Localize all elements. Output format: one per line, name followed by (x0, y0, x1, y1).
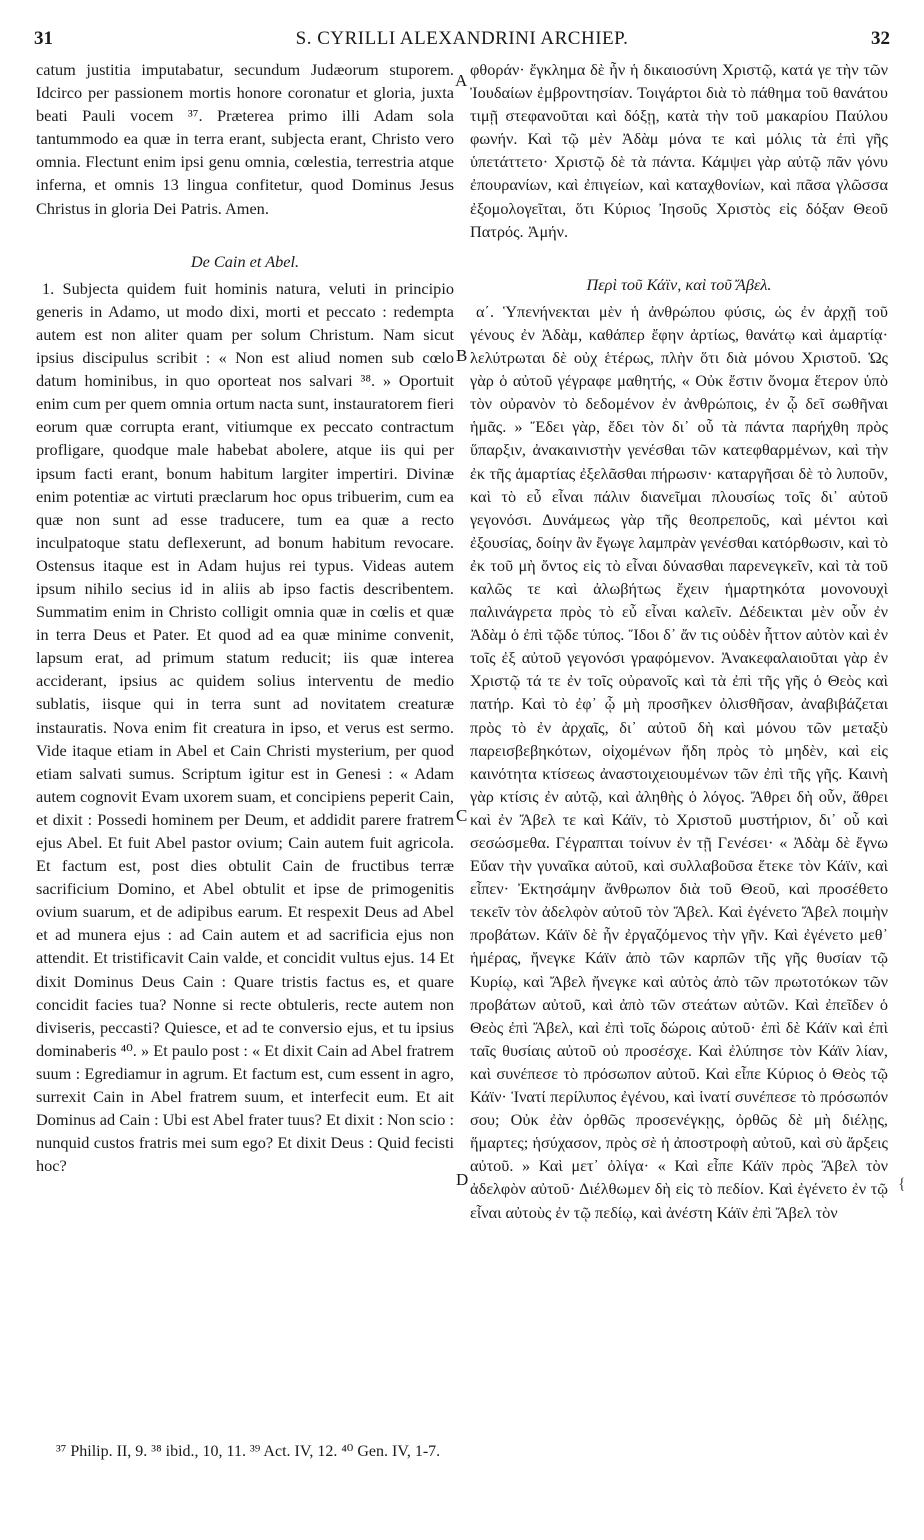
running-title: S. CYRILLI ALEXANDRINI ARCHIEP. (295, 28, 629, 49)
latin-section-heading: De Cain et Abel. (190, 251, 300, 271)
latin-paragraph-1: catum justitia imputabatur, secundum Judæorum stuporem. Idcirco per passionem mortis honore coronatur et gloria, juxta beati Pauli vocem ³⁷. Præterea primo illi Adam sola tantummodo ea quæ in terra erant, subjecta erant, Christo vero omnia. Flectunt enim ipsi genu omnia, cœlestia, terrestria atque inferna, et omnis 13 lingua confitetur, quod Dominus Jesus Christus in gloria Dei Patris. Amen. (36, 60, 454, 218)
margin-marker-a: A (455, 71, 468, 90)
margin-marker-d: D (456, 1170, 469, 1189)
page-number-right: 32 (871, 28, 890, 49)
margin-marker-c: C (456, 806, 468, 825)
latin-paragraph-2: 1. Subjecta quidem fuit hominis natura, veluti in principio generis in Adamo, ut modo dixi, morti et peccato : redempta autem est non aliter quam per solum Christum. Nam sicut ipsius discipulus scribit : « Non est aliud nomen sub cœlo datum hominibus, in quo oporteat nos salvari ³⁸. » Oportuit enim cum per quem omnia ortum nacta sunt, instauratorem fieri eorum quæ corrupta erant, vitiumque ex peccato contractum profligare, quodque male habebat abolere, atque iis qui per ipsum facti erant, bonum habitum largiter impertiri. Divinæ enim potentiæ ac virtuti præclarum hoc opus tribuerim, cum ea quæ non sunt ad esse traducere, tum ea quæ a recto inculpatoque statu deflexerunt, ad bonum habitum revocare. Ostensus itaque est in Adam hujus rei typus. Videas autem ipsum nihilo secius id in aliis ab ipso factis describentem. Summatim enim in Christo colligit omnia quæ in cœlis et quæ in terra Deus et Pater. Et quod ad ea quæ minime convenit, lapsum erat, ad primum statum reducit; iis quæ interea acciderant, ipsius ac quidem solius interventu de medio sublatis, iisque qui in terra sunt ad novitatem creaturæ instauratis. Nova enim fit creatura in ipso, et verus est sermo. Vide itaque etiam in Abel et Cain Christi mysterium, per quod etiam salvati sumus. Scriptum igitur est in Genesi : « Adam autem cognovit Evam uxorem suam, et concipiens peperit Cain, et dixit : Possedi hominem per Deum, et addidit parere fratrem ejus Abel. Et fuit Abel pastor ovium; Cain autem fuit agricola. Et factum est, post dies obtulit Cain de fructibus terræ sacrificium Domino, et Abel obtulit et ipse de primogenitis ovium suarum, et de adipibus earum. Et respexit Deus ad Abel et ad munera ejus : ad Cain autem et ad sacrificia ejus non attendit. Et tristificavit Cain valde, et concidit vultus ejus. 14 Et dixit Dominus Deus Cain : Quare tristis factus es, et quare concidit facies tua? Nonne si recte obtuleris, recte autem non diviseris, peccasti? Quiesce, et ad te conversio ejus, et tu ipsius dominaberis ⁴⁰. » Et paulo post : « Et dixit Cain ad Abel fratrem suum : Egrediamur in agrum. Et factum est, cum essent in agro, surrexit Cain in Abel fratrem suum, et interfecit eum. Et ait Dominus ad Cain : Ubi est Abel frater tuus? Et dixit : Non scio : nunquid custos fratris mei sum ego? Et dixit Deus : Quid fecisti hoc? (36, 278, 454, 1176)
running-header (34, 28, 890, 52)
greek-paragraph-2: α΄. Ὑπενήνεκται μὲν ἡ ἀνθρώπου φύσις, ὡς ἐν ἀρχῇ τοῦ γένους ἐν Ἀδὰμ, καθάπερ ἔφην ἀρτίως, θανάτῳ καὶ ἁμαρτίᾳ· λελύτρωται δὲ οὐχ ἑτέρως, πλὴν ὅτι διὰ μόνου Χριστοῦ. Ὡς γὰρ ὁ αὐτοῦ γέγραφε μαθητής, « Οὐκ ἔστιν ὄνομα ἕτερον ὑπὸ τὸν οὐρανὸν τὸ δεδομένον ἐν ἀνθρώποις, ἐν ᾧ δεῖ σωθῆναι ἡμᾶς. » Ἔδει γὰρ, ἔδει τὸν δι᾽ οὗ τὰ πάντα παρήχθη πρὸς ὕπαρξιν, ἀνακαινιστὴν γενέσθαι τῶν κατεφθαρμένων, καὶ τὴν ἐκ τῆς ἁμαρτίας ἐξελᾶσθαι πήρωσιν· καταργῆσαι δὲ τὸ λυποῦν, καὶ τὸ εὖ εἶναι πάλιν διανεῖμαι πλουσίως τοῖς δι᾽ αὐτοῦ γεγονόσι. Δυνάμεως γὰρ τῆς θεοπρεποῦς, καὶ μέντοι καὶ ἐξουσίας, δοίην ἂν ἔγωγε λαμπρὰν γενέσθαι κατόρθωσιν, καὶ τὸ ἐκ τοῦ μὴ ὄντος εἰς τὸ εἶναι δύνασθαι παρενεγκεῖν, καὶ τὰ τοῦ καλῶς τε καὶ ἀλωβήτως ἔχειν ἡμαρτηκότα μονονουχὶ παλινάγρετα πρὸς τὸ εὖ εἶναι καλεῖν. Δέδεικται μὲν οὖν ἐν Ἀδὰμ ὁ ἐπὶ τῷδε τύπος. Ἴδοι δ᾽ ἄν τις οὐδὲν ἧττον αὐτὸν καὶ ἐν τοῖς ἐξ αὐτοῦ γεγονόσι γραφόμενον. Ἀνακεφαλαιοῦται γὰρ ἐν Χριστῷ τά τε ἐν τοῖς οὐρανοῖς καὶ τὰ ἐπὶ τῆς γῆς ὁ Θεὸς καὶ πατήρ. Καὶ τὸ ἐφ᾽ ᾧ μὴ προσῆκεν ὀλισθῆσαν, ἀναβιβάζεται πρὸς τὸ ἐν ἀρχαῖς, δι᾽ αὐτοῦ δὴ καὶ μόνου τῶν μεταξὺ παρεισβεβηκότων, οἰχομένων ἤδη πρὸς τὸ μηδὲν, καὶ εἰς καινότητα κτίσεως ἀναστοιχειουμένων τῶν ἐπὶ τῆς γῆς. Καινὴ γὰρ κτίσις ἐν αὐτῷ, καὶ ἀληθὴς ὁ λόγος. Ἄθρει δὴ οὖν, ἄθρει καὶ ἐν Ἄβελ τε καὶ Κάϊν, τὸ Χριστοῦ μυστήριον, δι᾽ οὗ καὶ σεσώσμεθα. Γέγραπται τοίνυν ἐν τῇ Γενέσει· « Ἀδὰμ δὲ ἔγνω Εὔαν τὴν γυναῖκα αὐτοῦ, καὶ συλλαβοῦσα ἔτεκε τὸν Κάϊν, καὶ εἶπεν· Ἐκτησάμην ἄνθρωπον διὰ τοῦ Θεοῦ, καὶ προσέθετο τεκεῖν τὸν ἀδελφὸν αὐτοῦ τὸν Ἄβελ. Καὶ ἐγένετο Ἄβελ ποιμὴν προβάτων. Κάϊν δὲ ἦν ἐργαζόμενος τὴν γῆν. Καὶ ἐγένετο μεθ᾽ ἡμέρας, ἤνεγκε Κάϊν ἀπὸ τῶν καρπῶν τῆς γῆς θυσίαν τῷ Κυρίῳ, καὶ Ἄβελ ἤνεγκε καὶ αὐτὸς ἀπὸ τῶν πρωτοτόκων τῶν προβάτων αὐτοῦ, καὶ ἀπὸ τῶν στεάτων αὐτῶν. Καὶ ἐπεῖδεν ὁ Θεὸς ἐπὶ Ἄβελ, καὶ ἐπὶ τοῖς δώροις αὐτοῦ· ἐπὶ δὲ Κάϊν καὶ ἐπὶ ταῖς θυσίαις αὐτοῦ οὐ προσέσχε. Καὶ ἐλύπησε τὸν Κάϊν λίαν, καὶ συνέπεσε τὸ πρόσωπον αὐτοῦ. Καὶ εἶπε Κύριος ὁ Θεὸς τῷ Κάϊν· Ἱνατί περίλυπος ἐγένου, καὶ ἱνατί συνέπεσε τὸ πρόσωπόν σου; Οὐκ ἐὰν ὀρθῶς προσενέγκῃς, ὀρθῶς δὲ μὴ διέλῃς, ἥμαρτες; ἡσύχασον, πρὸς σὲ ἡ ἀποστροφὴ αὐτοῦ, καὶ σὺ ἄρξεις αὐτοῦ. » Καὶ μετ᾽ ὀλίγα· « Καὶ εἶπε Κάϊν πρὸς Ἄβελ τὸν ἀδελφὸν αὐτοῦ· Διέλθωμεν δὴ εἰς τὸ πεδίον. Καὶ ἐγένετο ἐν τῷ εἶναι αὐτοὺς ἐν τῷ πεδίῳ, καὶ ἀνέστη Κάϊν ἐπὶ Ἄβελ τὸν (470, 301, 888, 1222)
margin-marker-b: B (456, 346, 468, 365)
greek-column (470, 58, 888, 1438)
greek-section-heading: Περὶ τοῦ Κάϊν, καὶ τοῦ Ἄβελ. (586, 274, 772, 294)
page-number-left: 31 (34, 28, 53, 49)
greek-paragraph-1: φθοράν· ἔγκλημα δὲ ἦν ἡ δικαιοσύνη Χριστῷ, κατά γε τὴν τῶν Ἰουδαίων ἐμβροντησίαν. Τοιγάρτοι διὰ τὸ πάθημα τοῦ θανάτου τιμῇ στεφανοῦται καὶ δόξῃ, κατὰ τὴν τοῦ μακαρίου Παύλου φωνήν. Καὶ τῷ μὲν Ἀδὰμ μόνα τε καὶ μόλις τὰ ἐπὶ γῆς ὑπετάττετο· Χριστῷ δὲ τὰ πάντα. Κάμψει γὰρ αὐτῷ πᾶν γόνυ ἐπουρανίων, καὶ ἐπιγείων, καὶ καταχθονίων, καὶ πᾶσα γλῶσσα ἐξομολογεῖται, ὅτι Κύριος Ἰησοῦς Χριστὸς εἰς δόξαν Θεοῦ Πατρός. Ἀμήν. (470, 60, 888, 241)
latin-column (36, 58, 454, 1438)
side-margin-mark: { (898, 1176, 906, 1193)
footnotes: ³⁷ Philip. II, 9. ³⁸ ibid., 10, 11. ³⁹ Act. IV, 12. ⁴⁰ Gen. IV, 1-7. (56, 1443, 441, 1460)
